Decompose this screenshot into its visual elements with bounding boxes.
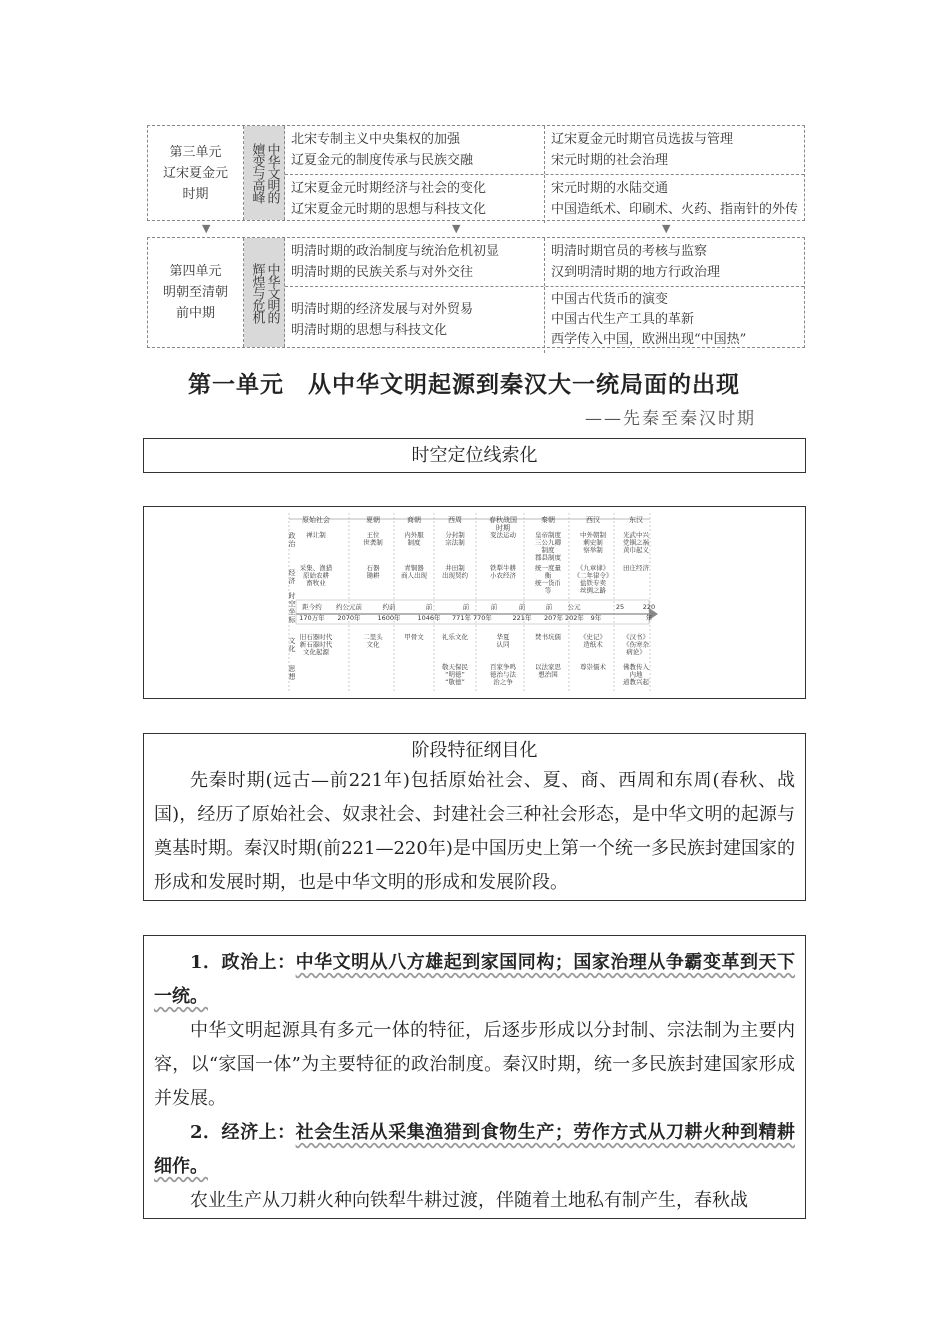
section2-title: 阶段特征纲目化 bbox=[411, 740, 538, 761]
economy-item: 商人出现 bbox=[401, 571, 427, 580]
section1-title: 时空定位线索化 bbox=[411, 445, 538, 466]
economy-item: 采集、渔猎 bbox=[299, 564, 333, 572]
date-label: 距今约 bbox=[302, 603, 322, 611]
unit4-theme-left: 辉煌与危机 bbox=[249, 262, 265, 323]
unit4-theme-right: 中华文明的 bbox=[264, 262, 280, 323]
economy-item: 等 bbox=[544, 586, 552, 595]
unit3-name-line: 时期 bbox=[182, 186, 209, 202]
culture-item: 造纸术 bbox=[583, 640, 603, 649]
cell-line: 明清时期的思想与科技文化 bbox=[291, 323, 448, 338]
culture-item: 认同 bbox=[496, 640, 510, 649]
economy-item: 锄耕 bbox=[366, 571, 380, 580]
period-label: 商朝 bbox=[407, 516, 421, 524]
period-label: 夏朝 bbox=[366, 516, 380, 524]
cell-line: 明清时期官员的考核与监察 bbox=[551, 244, 708, 259]
period-label: 春秋战国 bbox=[489, 516, 517, 524]
heading-politics bbox=[144, 946, 805, 1014]
culture-item: 华夏 bbox=[496, 633, 510, 641]
politics-item: 皇帝制度 bbox=[535, 531, 561, 539]
timeline-chart bbox=[144, 507, 805, 698]
politics-item: 党锢之祸 bbox=[623, 538, 649, 547]
timeline-box bbox=[143, 506, 806, 699]
date-label: 1046年 bbox=[417, 614, 441, 622]
unit3-overview bbox=[147, 125, 805, 221]
economy-item: 统一货币 bbox=[535, 579, 561, 587]
politics-item: 中外朝制 bbox=[580, 531, 606, 539]
date-label: 前 bbox=[490, 603, 498, 611]
date-label: 207年 202年 bbox=[544, 614, 584, 622]
section3-box bbox=[143, 935, 806, 1219]
economy-item: 石器 bbox=[366, 564, 380, 572]
culture-item: 焚书坑儒 bbox=[535, 633, 561, 641]
thought-item: 敬天保民 bbox=[442, 663, 468, 671]
date-label: 年 bbox=[645, 614, 653, 622]
unit3-cell bbox=[544, 126, 804, 174]
unit4-name-line: 第四单元 bbox=[169, 264, 222, 279]
politics-item: 宗法制 bbox=[445, 538, 465, 547]
date-label: 2070年 bbox=[337, 614, 361, 622]
period-label: 西汉 bbox=[586, 516, 600, 524]
economy-item: 井田制 bbox=[445, 564, 465, 572]
unit4-cell bbox=[285, 238, 544, 286]
heading-economy bbox=[144, 1116, 805, 1184]
unit4-cell bbox=[544, 287, 804, 353]
unit3-theme-left: 嬗变与高峰 bbox=[249, 143, 265, 203]
thought-item: 道教兴起 bbox=[623, 678, 649, 686]
thought-item: “敬德” bbox=[445, 678, 465, 686]
unit3-cell bbox=[285, 175, 544, 223]
politics-item: 变法运动 bbox=[490, 531, 516, 539]
cell-line: 西学传入中国，欧洲出现“中国热” bbox=[551, 332, 747, 347]
date-label: 25 bbox=[615, 603, 625, 611]
politics-item: 分封制 bbox=[445, 531, 465, 539]
cell-line: 辽夏金元的制度传承与民族交融 bbox=[291, 153, 474, 168]
date-label: 公元 bbox=[567, 603, 581, 611]
down-arrow-icon: ▼ bbox=[662, 222, 671, 235]
row-label: 济 bbox=[288, 577, 296, 585]
politics-item: 察举制 bbox=[583, 546, 603, 554]
unit3-name bbox=[148, 126, 244, 220]
cell-line: 明清时期的政治制度与统治危机初显 bbox=[291, 244, 500, 259]
cell-line: 中国造纸术、印刷术、火药、指南针的外传 bbox=[551, 202, 799, 217]
economy-item: 畜牧业 bbox=[306, 579, 326, 587]
cell-line: 明清时期的民族关系与对外交往 bbox=[291, 265, 474, 280]
date-label: 220 bbox=[642, 603, 656, 611]
politics-item: 郡县制度 bbox=[535, 553, 561, 562]
politics-paragraph: 中华文明起源具有多元一体的特征，后逐步形成以分封制、宗法制为主要内容，以“家国一体”为主要特征的政治制度。秦汉时期，统一多民族封建国家形成并发展。 bbox=[154, 1020, 795, 1109]
heading-economy-prefix: 2．经济上： bbox=[190, 1122, 296, 1143]
down-arrow-icon: ▼ bbox=[452, 222, 461, 235]
row-label: 想 bbox=[288, 673, 296, 681]
date-label: 前 bbox=[425, 603, 433, 611]
politics-item: 王位 bbox=[366, 531, 380, 539]
unit3-name-line: 辽宋夏金元 bbox=[162, 165, 228, 181]
politics-item: 三公九卿 bbox=[535, 538, 561, 547]
row-label: 治 bbox=[288, 540, 296, 548]
row-label: 时 bbox=[288, 592, 296, 600]
period-label: 原始社会 bbox=[302, 516, 330, 524]
politics-item: 黄巾起义 bbox=[623, 546, 649, 554]
economy-item: 铁犁牛耕 bbox=[490, 564, 516, 572]
economy-item: 小农经济 bbox=[490, 571, 516, 580]
date-label: 约前 bbox=[382, 603, 396, 611]
row-label: 思 bbox=[288, 665, 296, 673]
economy-item: 统一度量 bbox=[535, 564, 561, 572]
politics-item: 制度 bbox=[541, 546, 555, 554]
section1-title-box bbox=[143, 438, 806, 473]
unit3-theme-right: 中华文明的 bbox=[264, 143, 280, 203]
date-label: 170万年 bbox=[299, 614, 325, 622]
section2-paragraph: 先秦时期(远古—前221年)包括原始社会、夏、商、西周和东周(春秋、战国)，经历了原始社会、奴隶社会、封建社会三种社会形态，是中华文明的起源与奠基时期。秦汉时期(前221—220年)是中国历史上第一个统一多民族封建国家的形成和发展时期，也是中华文明的形成和发展阶段。 bbox=[154, 770, 795, 893]
down-arrow-icon: ▼ bbox=[202, 222, 211, 235]
cell-line: 辽宋夏金元时期官员选拔与管理 bbox=[551, 132, 734, 147]
row-label: 化 bbox=[288, 645, 296, 653]
economy-item: 《九章律》 bbox=[576, 564, 610, 572]
unit3-cell bbox=[544, 175, 804, 223]
economy-item: 原始农耕 bbox=[303, 571, 329, 580]
heading-politics-text: 中华文明从八方雄起到家国同构；国家治理从争霸变革到天下一统。 bbox=[154, 952, 796, 1007]
thought-item: 想治国 bbox=[538, 670, 558, 679]
economy-item: 出现契约 bbox=[442, 571, 468, 580]
politics-item: 世袭制 bbox=[363, 538, 383, 547]
unit4-name bbox=[148, 238, 244, 347]
unit4-cell bbox=[544, 238, 804, 286]
politics-item: 内外服 bbox=[404, 531, 424, 539]
thought-item: 内地 bbox=[629, 670, 643, 679]
cell-line: 宋元时期的社会治理 bbox=[551, 153, 669, 168]
economy-paragraph: 农业生产从刀耕火种向铁犁牛耕过渡，伴随着土地私有制产生，春秋战 bbox=[190, 1190, 748, 1211]
economy-item: 衡 bbox=[544, 571, 552, 580]
culture-item: 二里头 bbox=[363, 633, 383, 641]
period-label: 时期 bbox=[496, 524, 510, 532]
culture-item: 《汉书》 bbox=[623, 633, 649, 641]
heading-politics-prefix: 1．政治上： bbox=[190, 952, 296, 973]
row-label: 经 bbox=[288, 569, 296, 577]
economy-item: 丝绸之路 bbox=[580, 586, 606, 595]
thought-item: 德治与法 bbox=[490, 670, 516, 679]
culture-item: 新石器时代 bbox=[299, 640, 333, 649]
thought-item: 以法家思 bbox=[535, 663, 561, 671]
unit4-name-line: 前中期 bbox=[175, 306, 215, 321]
unit-title: 第一单元 从中华文明起源到秦汉大一统局面的出现 bbox=[188, 372, 740, 398]
date-label: 前 bbox=[518, 603, 526, 611]
unit3-cell bbox=[285, 126, 544, 174]
cell-line: 北宋专制主义中央集权的加强 bbox=[291, 132, 461, 147]
culture-item: 病论》 bbox=[626, 648, 646, 656]
period-label: 东汉 bbox=[629, 516, 643, 524]
thought-item: 治之争 bbox=[493, 678, 513, 686]
unit4-overview bbox=[147, 237, 805, 348]
cell-line: 辽宋夏金元时期经济与社会的变化 bbox=[291, 181, 487, 196]
thought-item: “明德” bbox=[445, 670, 465, 679]
date-label: 前 bbox=[462, 603, 470, 611]
politics-item: 禅让制 bbox=[306, 531, 326, 539]
economy-item: 盐铁专卖 bbox=[580, 579, 606, 587]
cell-line: 宋元时期的水陆交通 bbox=[551, 181, 669, 196]
culture-item: 文化 bbox=[366, 640, 380, 649]
culture-item: 《史记》 bbox=[580, 633, 606, 641]
culture-item: 《伤寒杂 bbox=[623, 640, 649, 649]
thought-item: 尊崇儒术 bbox=[580, 663, 606, 671]
cell-line: 中国古代货币的演变 bbox=[551, 292, 669, 307]
unit3-theme bbox=[244, 126, 285, 220]
cell-line: 汉到明清时期的地方行政治理 bbox=[551, 265, 721, 280]
economy-item: 青铜器 bbox=[404, 564, 424, 572]
unit4-cell bbox=[285, 287, 544, 353]
period-label: 秦朝 bbox=[541, 516, 555, 524]
date-label: 9年 bbox=[590, 614, 602, 622]
economy-item: 田庄经济 bbox=[623, 564, 649, 572]
section2-box bbox=[143, 733, 806, 901]
unit3-name-line: 第三单元 bbox=[169, 144, 222, 160]
politics-item: 刺史制 bbox=[583, 538, 603, 547]
cell-line: 辽宋夏金元时期的思想与科技文化 bbox=[291, 202, 487, 217]
row-label: 坐 bbox=[288, 608, 296, 616]
row-label: 标 bbox=[288, 616, 296, 624]
politics-item: 光武中兴 bbox=[623, 531, 649, 539]
date-label: 约公元前 bbox=[336, 603, 362, 611]
row-label: 文 bbox=[288, 637, 296, 645]
economy-item: 《二年律令》 bbox=[573, 571, 613, 580]
heading-economy-text: 社会生活从采集渔猎到食物生产；劳作方式从刀耕火种到精耕细作。 bbox=[154, 1122, 796, 1177]
date-label: 221年 bbox=[512, 614, 532, 622]
row-label: 空 bbox=[288, 600, 296, 608]
thought-item: 百家争鸣 bbox=[490, 663, 516, 671]
date-label: 1600年 bbox=[377, 614, 401, 622]
cell-line: 明清时期的经济发展与对外贸易 bbox=[291, 302, 474, 317]
culture-item: 礼乐文化 bbox=[442, 633, 468, 641]
cell-line: 中国古代生产工具的革新 bbox=[551, 312, 695, 327]
culture-item: 文化起源 bbox=[303, 648, 329, 656]
politics-item: 制度 bbox=[407, 538, 421, 547]
culture-item: 旧石器时代 bbox=[299, 633, 333, 641]
row-label: 政 bbox=[288, 532, 296, 540]
unit4-name-line: 明朝至清朝 bbox=[162, 285, 228, 300]
date-label: 771年 770年 bbox=[452, 614, 492, 622]
period-label: 西周 bbox=[448, 516, 462, 524]
thought-item: 佛教传入 bbox=[623, 663, 649, 671]
unit-subtitle: ——先秦至秦汉时期 bbox=[585, 409, 756, 429]
date-label: 前 bbox=[545, 603, 553, 611]
culture-item: 甲骨文 bbox=[404, 633, 424, 641]
unit4-theme bbox=[244, 238, 285, 347]
